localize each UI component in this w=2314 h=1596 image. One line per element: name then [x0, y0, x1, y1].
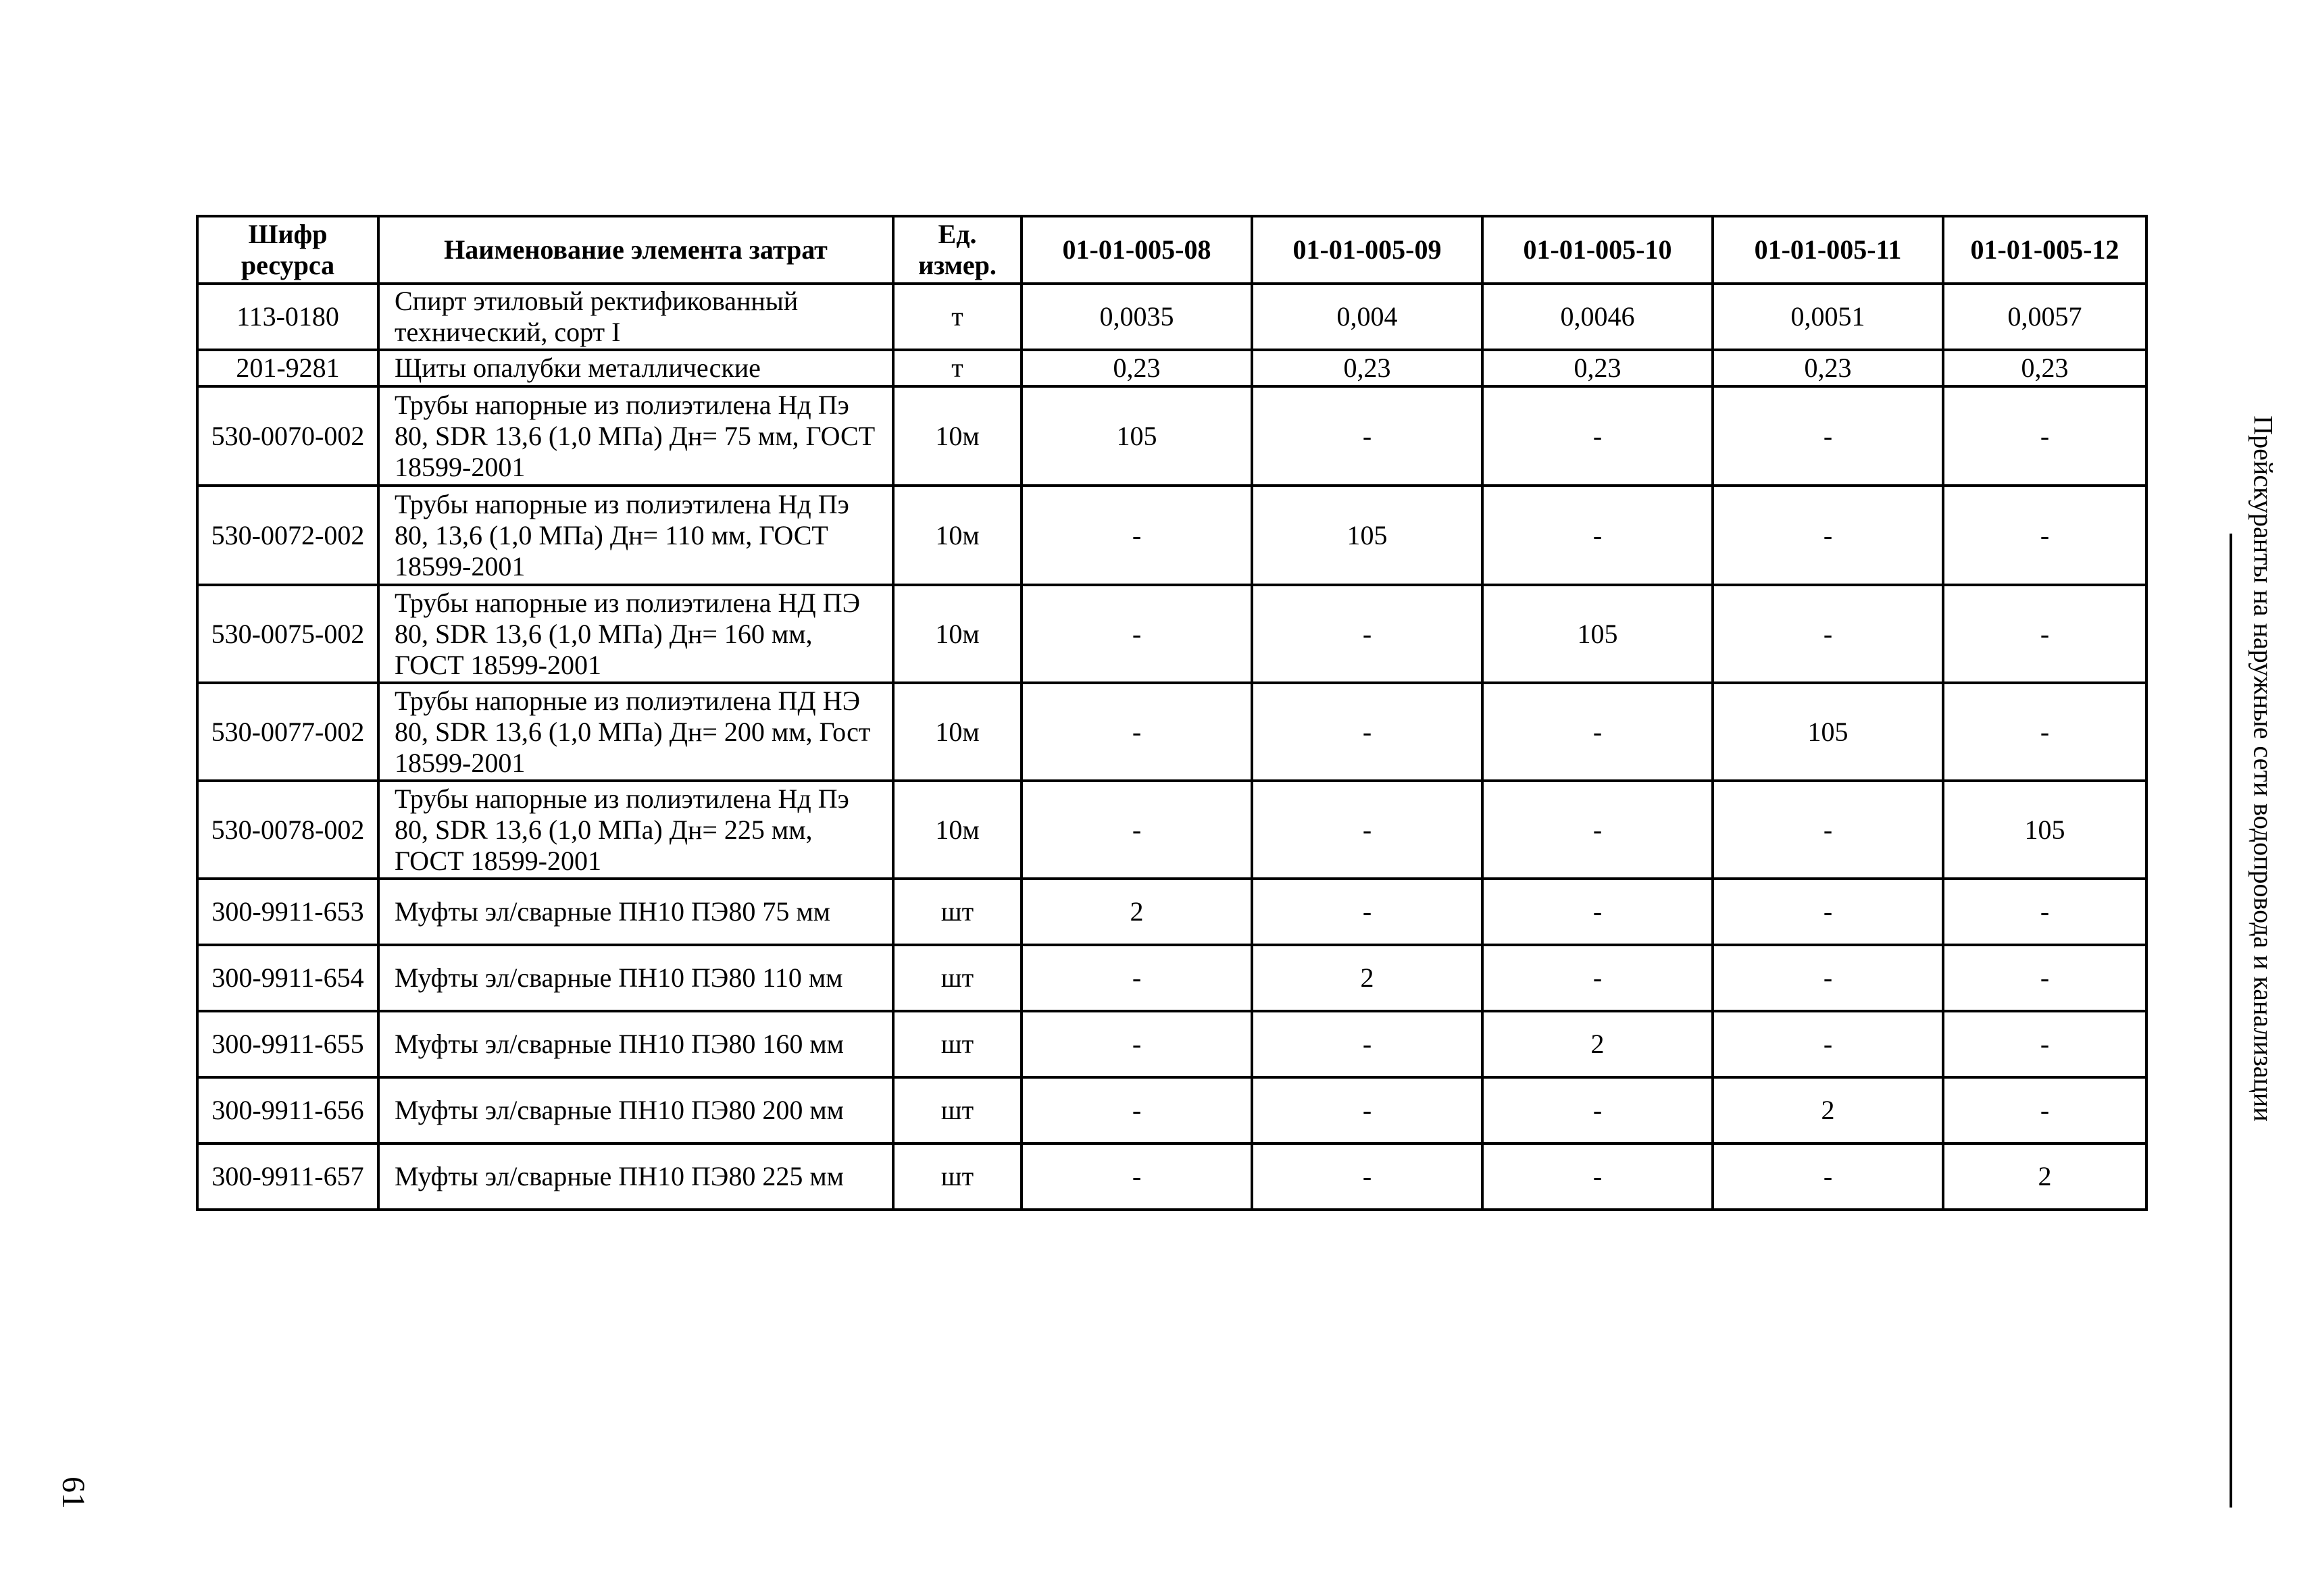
value-cell: 0,23 [1713, 350, 1943, 386]
resource-name: Трубы напорные из полиэтилена Нд Пэ 80, SDR 13,6 (1,0 МПа) Дн= 225 мм, ГОСТ 18599-2001 [378, 781, 893, 879]
resource-code: 530-0075-002 [197, 585, 378, 683]
resource-code: 201-9281 [197, 350, 378, 386]
table-row [197, 945, 2146, 1011]
value-cell: - [1482, 683, 1713, 781]
value-cell: - [1252, 781, 1482, 879]
value-cell: - [1482, 945, 1713, 1011]
resource-unit: т [893, 284, 1022, 350]
table-row [197, 683, 2146, 781]
resource-code: 113-0180 [197, 284, 378, 350]
value-cell: - [1022, 1011, 1252, 1077]
value-cell: 0,23 [1252, 350, 1482, 386]
value-cell: 105 [1482, 585, 1713, 683]
header-col-4: 01-01-005-11 [1713, 216, 1943, 284]
resource-name: Муфты эл/сварные ПН10 ПЭ80 200 мм [378, 1077, 893, 1143]
value-cell: - [1943, 486, 2146, 585]
value-cell: - [1943, 945, 2146, 1011]
value-cell: - [1252, 1011, 1482, 1077]
value-cell: 0,0046 [1482, 284, 1713, 350]
value-cell: - [1713, 1143, 1943, 1210]
header-col-5: 01-01-005-12 [1943, 216, 2146, 284]
resource-code: 300-9911-653 [197, 879, 378, 945]
value-cell: 105 [1022, 386, 1252, 486]
value-cell: - [1022, 1077, 1252, 1143]
value-cell: - [1022, 486, 1252, 585]
value-cell: 105 [1713, 683, 1943, 781]
header-col-2: 01-01-005-09 [1252, 216, 1482, 284]
table-row [197, 585, 2146, 683]
value-cell: - [1022, 781, 1252, 879]
value-cell: - [1943, 1077, 2146, 1143]
value-cell: - [1252, 386, 1482, 486]
table-row [197, 1011, 2146, 1077]
resource-name: Трубы напорные из полиэтилена Нд Пэ 80, SDR 13,6 (1,0 МПа) Дн= 75 мм, ГОСТ 18599-2001 [378, 386, 893, 486]
resource-code: 300-9911-656 [197, 1077, 378, 1143]
value-cell: - [1482, 879, 1713, 945]
resource-unit: 10м [893, 781, 1022, 879]
value-cell: 0,23 [1943, 350, 2146, 386]
value-cell: 2 [1943, 1143, 2146, 1210]
value-cell: 105 [1252, 486, 1482, 585]
value-cell: - [1482, 386, 1713, 486]
value-cell: - [1482, 486, 1713, 585]
resource-name: Трубы напорные из полиэтилена Нд Пэ 80, 13,6 (1,0 МПа) Дн= 110 мм, ГОСТ 18599-2001 [378, 486, 893, 585]
value-cell: - [1713, 486, 1943, 585]
value-cell: - [1713, 879, 1943, 945]
table-row [197, 350, 2146, 386]
value-cell: - [1943, 386, 2146, 486]
header-unit: Ед. измер. [893, 216, 1022, 284]
resource-name: Муфты эл/сварные ПН10 ПЭ80 110 мм [378, 945, 893, 1011]
value-cell: - [1252, 683, 1482, 781]
resource-unit: шт [893, 1011, 1022, 1077]
table-row [197, 284, 2146, 350]
resource-name: Муфты эл/сварные ПН10 ПЭ80 75 мм [378, 879, 893, 945]
resource-name: Трубы напорные из полиэтилена НД ПЭ 80, SDR 13,6 (1,0 МПа) Дн= 160 мм, ГОСТ 18599-2001 [378, 585, 893, 683]
table-row [197, 1077, 2146, 1143]
resource-name: Трубы напорные из полиэтилена ПД НЭ 80, SDR 13,6 (1,0 МПа) Дн= 200 мм, Гост 18599-2001 [378, 683, 893, 781]
value-cell: 0,23 [1022, 350, 1252, 386]
resource-unit: шт [893, 879, 1022, 945]
value-cell: - [1482, 1077, 1713, 1143]
value-cell: - [1943, 683, 2146, 781]
value-cell: - [1482, 781, 1713, 879]
table-row [197, 386, 2146, 486]
value-cell: - [1943, 879, 2146, 945]
resource-name: Щиты опалубки металлические [378, 350, 893, 386]
value-cell: - [1482, 1143, 1713, 1210]
value-cell: - [1022, 585, 1252, 683]
resource-code: 300-9911-657 [197, 1143, 378, 1210]
value-cell: - [1252, 879, 1482, 945]
resource-cost-table [196, 215, 2148, 1211]
resource-code: 530-0077-002 [197, 683, 378, 781]
value-cell: 2 [1482, 1011, 1713, 1077]
value-cell: 0,23 [1482, 350, 1713, 386]
resource-code: 530-0070-002 [197, 386, 378, 486]
table-row [197, 1143, 2146, 1210]
value-cell: - [1943, 585, 2146, 683]
table-row [197, 879, 2146, 945]
value-cell: - [1022, 1143, 1252, 1210]
value-cell: 105 [1943, 781, 2146, 879]
resource-name: Спирт этиловый ректификованный технический, сорт I [378, 284, 893, 350]
resource-code: 530-0078-002 [197, 781, 378, 879]
value-cell: - [1252, 585, 1482, 683]
resource-unit: шт [893, 1143, 1022, 1210]
value-cell: - [1022, 945, 1252, 1011]
resource-unit: 10м [893, 486, 1022, 585]
header-col-3: 01-01-005-10 [1482, 216, 1713, 284]
value-cell: - [1022, 683, 1252, 781]
value-cell: 2 [1252, 945, 1482, 1011]
value-cell: - [1713, 585, 1943, 683]
resource-name: Муфты эл/сварные ПН10 ПЭ80 225 мм [378, 1143, 893, 1210]
value-cell: 2 [1022, 879, 1252, 945]
value-cell: 0,0057 [1943, 284, 2146, 350]
value-cell: - [1713, 945, 1943, 1011]
header-col-1: 01-01-005-08 [1022, 216, 1252, 284]
value-cell: 2 [1713, 1077, 1943, 1143]
resource-unit: шт [893, 1077, 1022, 1143]
header-code: Шифр ресурса [197, 216, 378, 284]
value-cell: - [1713, 781, 1943, 879]
side-divider-line [2230, 534, 2232, 1508]
value-cell: - [1713, 386, 1943, 486]
table-row [197, 486, 2146, 585]
side-title: Прейскуранты на наружные сети водопровода и канализации [2248, 415, 2279, 1122]
resource-name: Муфты эл/сварные ПН10 ПЭ80 160 мм [378, 1011, 893, 1077]
table-body [197, 284, 2146, 1210]
value-cell: - [1252, 1077, 1482, 1143]
resource-code: 530-0072-002 [197, 486, 378, 585]
value-cell: 0,0051 [1713, 284, 1943, 350]
resource-unit: 10м [893, 585, 1022, 683]
value-cell: 0,004 [1252, 284, 1482, 350]
value-cell: - [1713, 1011, 1943, 1077]
header-name: Наименование элемента затрат [378, 216, 893, 284]
table-header [197, 216, 2146, 284]
value-cell: - [1943, 1011, 2146, 1077]
header-row [197, 216, 2146, 284]
resource-code: 300-9911-655 [197, 1011, 378, 1077]
value-cell: 0,0035 [1022, 284, 1252, 350]
resource-unit: 10м [893, 683, 1022, 781]
resource-unit: 10м [893, 386, 1022, 486]
value-cell: - [1252, 1143, 1482, 1210]
resource-code: 300-9911-654 [197, 945, 378, 1011]
resource-unit: шт [893, 945, 1022, 1011]
table-row [197, 781, 2146, 879]
resource-unit: т [893, 350, 1022, 386]
page-number: 61 [55, 1476, 91, 1509]
